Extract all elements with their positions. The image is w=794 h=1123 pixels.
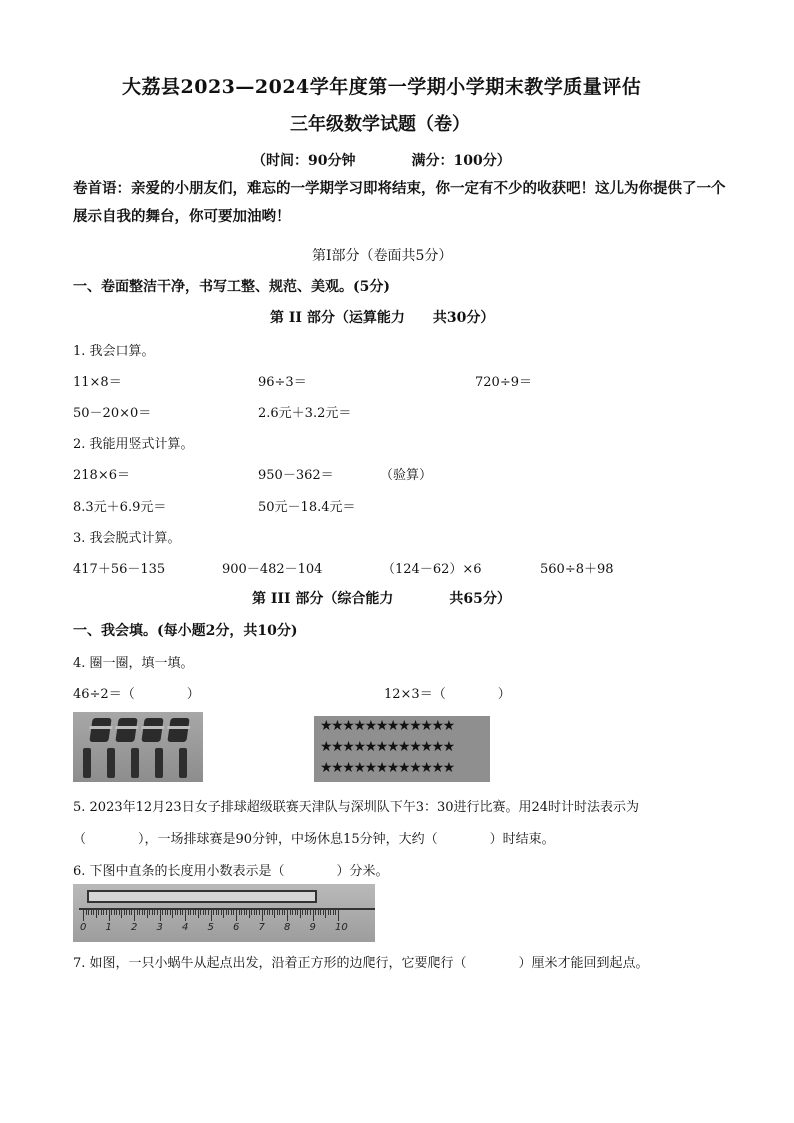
ruler-tick	[233, 909, 234, 915]
ruler-tick	[251, 909, 252, 915]
ruler-number: 0	[80, 922, 87, 933]
ruler-tick	[185, 909, 186, 921]
q2-item: 218×6＝	[73, 468, 130, 483]
ruler-tick	[91, 909, 92, 915]
ruler-tick	[310, 909, 311, 915]
ruler-tick	[236, 909, 237, 921]
ruler-tick	[279, 909, 280, 915]
q2-check-note: （验算）	[380, 468, 433, 483]
time-score-line: （时间：90分钟 满分：100分）	[252, 153, 511, 169]
ruler-tick	[124, 909, 125, 915]
ruler-tick	[226, 909, 227, 915]
exam-subtitle: 三年级数学试题（卷）	[290, 114, 470, 135]
q1-item: 720÷9＝	[475, 375, 532, 390]
ruler-image	[73, 884, 375, 942]
ruler-tick	[139, 909, 140, 915]
ruler-tick	[142, 909, 143, 915]
ruler-number: 4	[182, 922, 189, 933]
measured-bar	[87, 890, 317, 903]
ruler-tick	[213, 909, 214, 915]
ruler-tick	[282, 909, 283, 915]
ruler-tick	[228, 909, 229, 915]
ruler-tick	[101, 909, 102, 915]
sticks-image	[73, 712, 203, 782]
ruler-tick	[269, 909, 270, 915]
ruler-tick	[205, 909, 206, 915]
ruler-tick	[295, 909, 296, 915]
ruler-tick	[254, 909, 255, 915]
ruler-tick	[318, 909, 319, 915]
ruler-tick	[147, 909, 148, 918]
star-row: ★★★★★★★★★★★★	[320, 718, 454, 734]
ruler-tick	[106, 909, 107, 915]
ruler-number: 7	[258, 922, 265, 933]
ruler-tick	[180, 909, 181, 915]
ruler-tick	[307, 909, 308, 915]
ruler-tick	[325, 909, 326, 918]
ruler-tick	[160, 909, 161, 921]
ruler-tick	[305, 909, 306, 915]
q6-label: 6. 下图中直条的长度用小数表示是（ ）分米。	[73, 864, 389, 879]
ruler-tick	[96, 909, 97, 918]
single-stick	[131, 748, 139, 778]
ruler-tick	[88, 909, 89, 915]
ruler-tick	[111, 909, 112, 915]
q1-item: 11×8＝	[73, 375, 122, 390]
ruler-tick	[241, 909, 242, 915]
ruler-tick	[272, 909, 273, 915]
ruler-tick	[131, 909, 132, 915]
q2-item: 950－362＝	[258, 468, 334, 483]
q4-right-equation: 12×3＝（ ）	[384, 687, 511, 702]
ruler-tick	[137, 909, 138, 915]
stick-bundle	[115, 718, 137, 742]
ruler-tick	[157, 909, 158, 915]
ruler-tick	[83, 909, 84, 921]
ruler-tick	[328, 909, 329, 915]
ruler-tick	[277, 909, 278, 915]
ruler-tick	[188, 909, 189, 915]
star-row: ★★★★★★★★★★★★	[320, 739, 454, 755]
ruler-tick	[300, 909, 301, 918]
ruler-tick	[126, 909, 127, 915]
q2-item: 8.3元＋6.9元＝	[73, 500, 167, 515]
part2-heading: 第 II 部分（运算能力 共30分）	[270, 310, 495, 326]
ruler-tick	[338, 909, 339, 921]
single-stick	[179, 748, 187, 778]
section1-heading: 一、我会填。(每小题2分，共10分)	[73, 623, 298, 639]
q1-item: 50－20×0＝	[73, 406, 152, 421]
q4-left-equation: 46÷2＝（ ）	[73, 687, 200, 702]
q3-item: 560÷8＋98	[540, 562, 614, 577]
q3-item: 417＋56－135	[73, 562, 166, 577]
ruler-tick	[134, 909, 135, 921]
ruler-tick	[287, 909, 288, 921]
single-stick	[155, 748, 163, 778]
ruler-tick	[121, 909, 122, 918]
ruler-tick	[239, 909, 240, 915]
ruler-tick	[323, 909, 324, 915]
ruler-tick	[313, 909, 314, 921]
q2-label: 2. 我能用竖式计算。	[73, 437, 194, 452]
exam-title: 大荔县2023—2024学年度第一学期小学期末教学质量评估	[122, 76, 642, 98]
ruler-tick	[333, 909, 334, 915]
ruler-tick	[249, 909, 250, 918]
ruler-tick	[203, 909, 204, 915]
ruler-tick	[172, 909, 173, 918]
ruler-tick	[315, 909, 316, 915]
ruler-tick	[256, 909, 257, 915]
ruler-tick	[208, 909, 209, 915]
ruler-number: 10	[335, 922, 348, 933]
ruler-tick	[218, 909, 219, 915]
ruler-tick	[231, 909, 232, 915]
ruler-tick	[198, 909, 199, 918]
ruler-tick	[267, 909, 268, 915]
ruler-tick	[167, 909, 168, 915]
q1-item: 2.6元＋3.2元＝	[258, 406, 352, 421]
ruler-tick	[144, 909, 145, 915]
ruler-tick	[182, 909, 183, 915]
ruler-tick	[195, 909, 196, 915]
ruler-tick	[119, 909, 120, 915]
ruler-tick	[292, 909, 293, 915]
stick-bundle	[141, 718, 163, 742]
ruler-number: 1	[105, 922, 112, 933]
ruler-tick	[93, 909, 94, 915]
ruler-tick	[103, 909, 104, 915]
stars-image	[314, 716, 490, 782]
ruler-tick	[262, 909, 263, 921]
ruler-tick	[193, 909, 194, 915]
ruler-number: 8	[284, 922, 291, 933]
q2-item: 50元－18.4元＝	[258, 500, 356, 515]
ruler-tick	[302, 909, 303, 915]
ruler-tick	[175, 909, 176, 915]
intro-paragraph: 卷首语：亲爱的小朋友们，难忘的一学期学习即将结束，你一定有不少的收获吧！这儿为你提供了一个展示自我的舞台，你可要加油哟！	[73, 180, 726, 225]
ruler-number: 3	[156, 922, 163, 933]
ruler-tick	[165, 909, 166, 915]
q1-label: 1. 我会口算。	[73, 344, 155, 359]
ruler-tick	[244, 909, 245, 915]
q1-item: 96÷3＝	[258, 375, 307, 390]
ruler-tick	[221, 909, 222, 915]
ruler-tick	[129, 909, 130, 915]
ruler-tick	[211, 909, 212, 921]
q5-line2: （ ），一场排球赛是90分钟，中场休息15分钟，大约（ ）时结束。	[73, 832, 555, 847]
part1-item: 一、卷面整洁干净，书写工整、规范、美观。(5分)	[73, 279, 390, 295]
ruler-tick	[154, 909, 155, 915]
ruler-tick	[116, 909, 117, 915]
part1-heading: 第Ⅰ部分（卷面共5分）	[312, 248, 453, 264]
ruler-tick	[162, 909, 163, 915]
ruler-tick	[170, 909, 171, 915]
ruler-tick	[223, 909, 224, 918]
ruler-tick	[152, 909, 153, 915]
stick-bundle	[89, 718, 111, 742]
star-row: ★★★★★★★★★★★★	[320, 760, 454, 776]
ruler-tick	[335, 909, 336, 915]
single-stick	[107, 748, 115, 778]
ruler-tick	[320, 909, 321, 915]
ruler-tick	[149, 909, 150, 915]
q5-line1: 5. 2023年12月23日女子排球超级联赛天津队与深圳队下午3：30进行比赛。用24时计时法表示为	[73, 800, 640, 815]
ruler-tick	[284, 909, 285, 915]
ruler-tick	[264, 909, 265, 915]
q3-item: 900－482－104	[222, 562, 323, 577]
ruler-tick	[114, 909, 115, 915]
ruler-tick	[290, 909, 291, 915]
ruler-number: 6	[233, 922, 240, 933]
ruler-number: 9	[309, 922, 316, 933]
q3-label: 3. 我会脱式计算。	[73, 531, 181, 546]
ruler-tick	[297, 909, 298, 915]
ruler-tick	[216, 909, 217, 915]
ruler-tick	[274, 909, 275, 918]
ruler-tick	[259, 909, 260, 915]
ruler-tick	[246, 909, 247, 915]
q4-label: 4. 圈一圈，填一填。	[73, 656, 194, 671]
ruler-tick	[177, 909, 178, 915]
ruler-tick	[86, 909, 87, 915]
stick-bundle	[167, 718, 189, 742]
single-stick	[83, 748, 91, 778]
ruler-tick	[109, 909, 110, 921]
ruler-number: 5	[207, 922, 214, 933]
q3-item: （124－62）×6	[382, 562, 482, 577]
ruler-tick	[98, 909, 99, 915]
ruler-tick	[330, 909, 331, 915]
ruler-number: 2	[131, 922, 138, 933]
ruler-tick	[200, 909, 201, 915]
part3-heading: 第 III 部分（综合能力 共65分）	[252, 591, 511, 607]
ruler-tick	[190, 909, 191, 915]
q7-text: 7. 如图，一只小蜗牛从起点出发，沿着正方形的边爬行，它要爬行（ ）厘米才能回到起点。	[73, 956, 649, 971]
